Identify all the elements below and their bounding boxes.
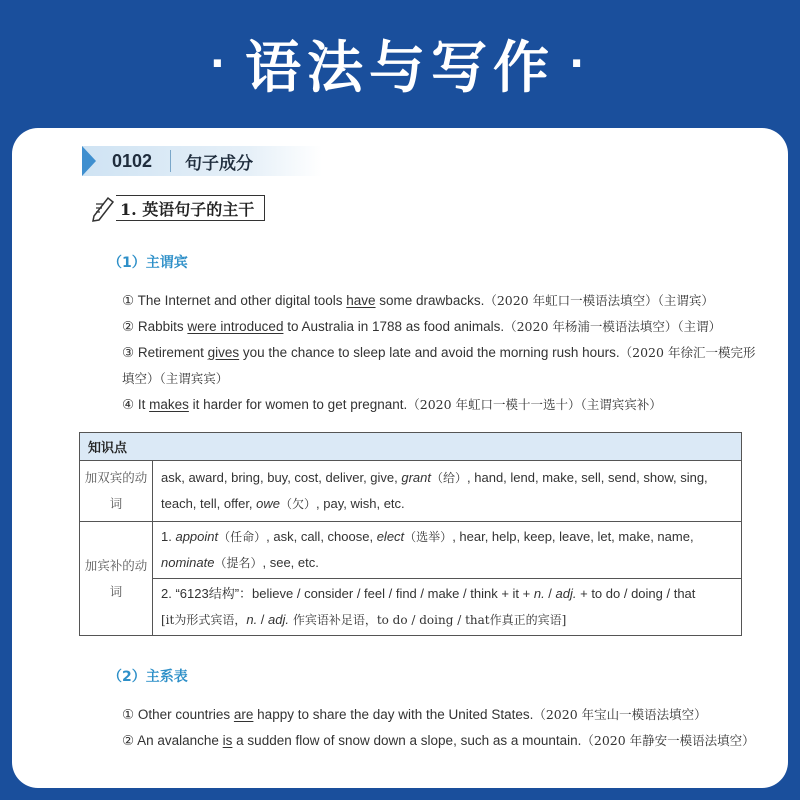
row-content: 1. appoint（任命）, ask, call, choose, elect（选举）, hear, help, keep, leave, let, make, name, nominate（提名）, see, etc. [153,522,742,579]
category-heading: （1）主谓宾 [108,255,188,271]
row-label: 加双宾的动词 [80,461,153,522]
row-label: 加宾补的动词 [80,522,153,636]
table-header: 知识点 [80,433,742,461]
banner [0,0,800,128]
category-heading: （2）主系表 [108,669,188,685]
banner-dot-left: · [209,41,231,87]
section-divider [170,150,171,172]
example-sentence: ② Rabbits were introduced to Australia in 1788 as food animals.（2020 年杨浦一模语法填空）（主谓） [122,319,722,334]
section-title: 句子成分 [185,153,254,174]
table-row [80,579,742,636]
banner-title: 语法与写作 [245,36,555,101]
subsection-title: 1. 英语句子的主干 [116,195,265,221]
pencil-icon [90,194,116,222]
example-sentence: ① Other countries are happy to share the day with the United States.（2020 年宝山一模语法填空） [122,707,707,722]
section-arrow-icon [82,146,96,176]
knowledge-table [79,432,742,636]
example-sentence: ① The Internet and other digital tools have some drawbacks.（2020 年虹口一模语法填空）（主谓宾） [122,293,714,308]
table-row [80,522,742,579]
example-sentence: ② An avalanche is a sudden flow of snow down a slope, such as a mountain.（2020 年静安一模语法填空） [122,733,755,748]
table-row [80,461,742,522]
subsection-header [90,194,265,222]
page-card [12,128,788,788]
banner-dot-right: · [569,41,591,87]
section-number: 0102 [112,150,153,171]
section-header [82,146,322,176]
example-sentence: ④ It makes it harder for women to get pregnant.（2020 年虹口一模十一选十）（主谓宾宾补） [122,397,662,412]
row-content: ask, award, bring, buy, cost, deliver, give, grant（给）, hand, lend, make, sell, send, show, sing, teach, tell, offer, owe（欠）, pay, wish, etc. [153,461,742,522]
row-content: 2. “6123结构”：believe / consider / feel / find / make / think + it + n. / adj. + to do / doing / that [it为形式宾语，n. / adj. 作宾语补足语，to do / doing / that作真正的宾语] [153,579,742,636]
example-sentence: ③ Retirement gives you the chance to sleep late and avoid the morning rush hours.（2020 年徐汇一模完形填空）（主谓宾宾） [122,345,756,386]
